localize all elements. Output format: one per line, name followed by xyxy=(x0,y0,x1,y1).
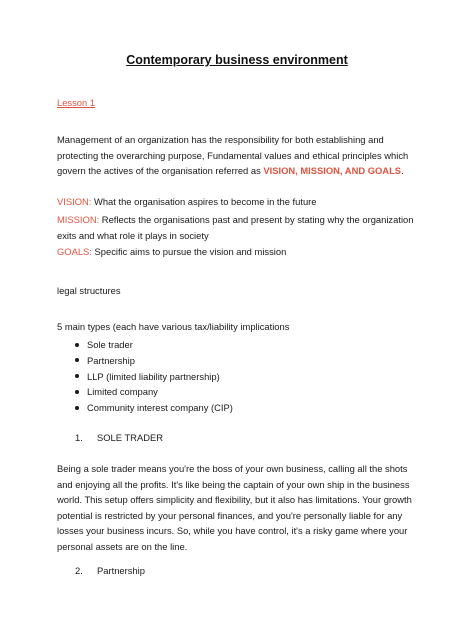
goals-text: Specific aims to pursue the vision and mission xyxy=(91,246,287,257)
list-item: LLP (limited liability partnership) xyxy=(57,369,233,385)
vision-text: What the organisation aspires to become in the future xyxy=(91,196,317,207)
section-1-title: SOLE TRADER xyxy=(97,432,163,443)
page-title: Contemporary business environment xyxy=(126,53,348,67)
lesson-heading: Lesson 1 xyxy=(57,97,96,108)
vision-term: VISION: xyxy=(57,196,92,207)
intro-highlight: VISION, MISSION, AND GOALS xyxy=(263,165,402,177)
mission-text: Reflects the organisations past and present by stating why the organization exits and what role it plays in society xyxy=(57,214,414,241)
list-item: Community interest company (CIP) xyxy=(57,400,233,416)
bullet-icon xyxy=(75,374,79,378)
bullet-icon xyxy=(75,406,79,410)
vision-definition xyxy=(57,194,422,210)
mission-definition xyxy=(57,212,422,243)
intro-end: . xyxy=(401,165,404,177)
legal-structures-heading: legal structures xyxy=(57,285,121,296)
list-item: Sole trader xyxy=(57,337,233,353)
section-1-number: 1. xyxy=(75,432,83,443)
section-1-heading xyxy=(57,430,422,446)
mission-term: MISSION: xyxy=(57,214,100,225)
list-item: Limited company xyxy=(57,384,233,400)
bullet-icon xyxy=(75,358,79,362)
section-2-number: 2. xyxy=(75,565,83,576)
bullet-icon xyxy=(75,390,79,394)
types-intro: 5 main types (each have various tax/liability implications xyxy=(57,321,290,332)
goals-definition xyxy=(57,244,422,260)
bullet-icon xyxy=(75,343,79,347)
section-2-title: Partnership xyxy=(97,565,145,576)
section-2-heading xyxy=(57,563,422,579)
goals-term: GOALS: xyxy=(57,246,92,257)
legal-types-list xyxy=(57,337,233,416)
list-item: Partnership xyxy=(57,353,233,369)
intro-paragraph xyxy=(57,132,422,179)
sole-trader-paragraph: Being a sole trader means you're the boss of your own business, calling all the shots and enjoying all the profits. It's like being the captain of your own ship in the business world. This setup offers simplicity and flexibility, but it also has limitations. Your growth potential is restricted by your personal finances, and you're personally liable for any losses your business incurs. So, while you have control, it's a risky game where your personal assets are on the line. xyxy=(57,463,412,552)
intro-text: Management of an organization has the responsibility for both establishing and protecting the overarching purpose, Fundamental values and ethical principles which govern the actives of the organisation referred as xyxy=(57,134,409,177)
